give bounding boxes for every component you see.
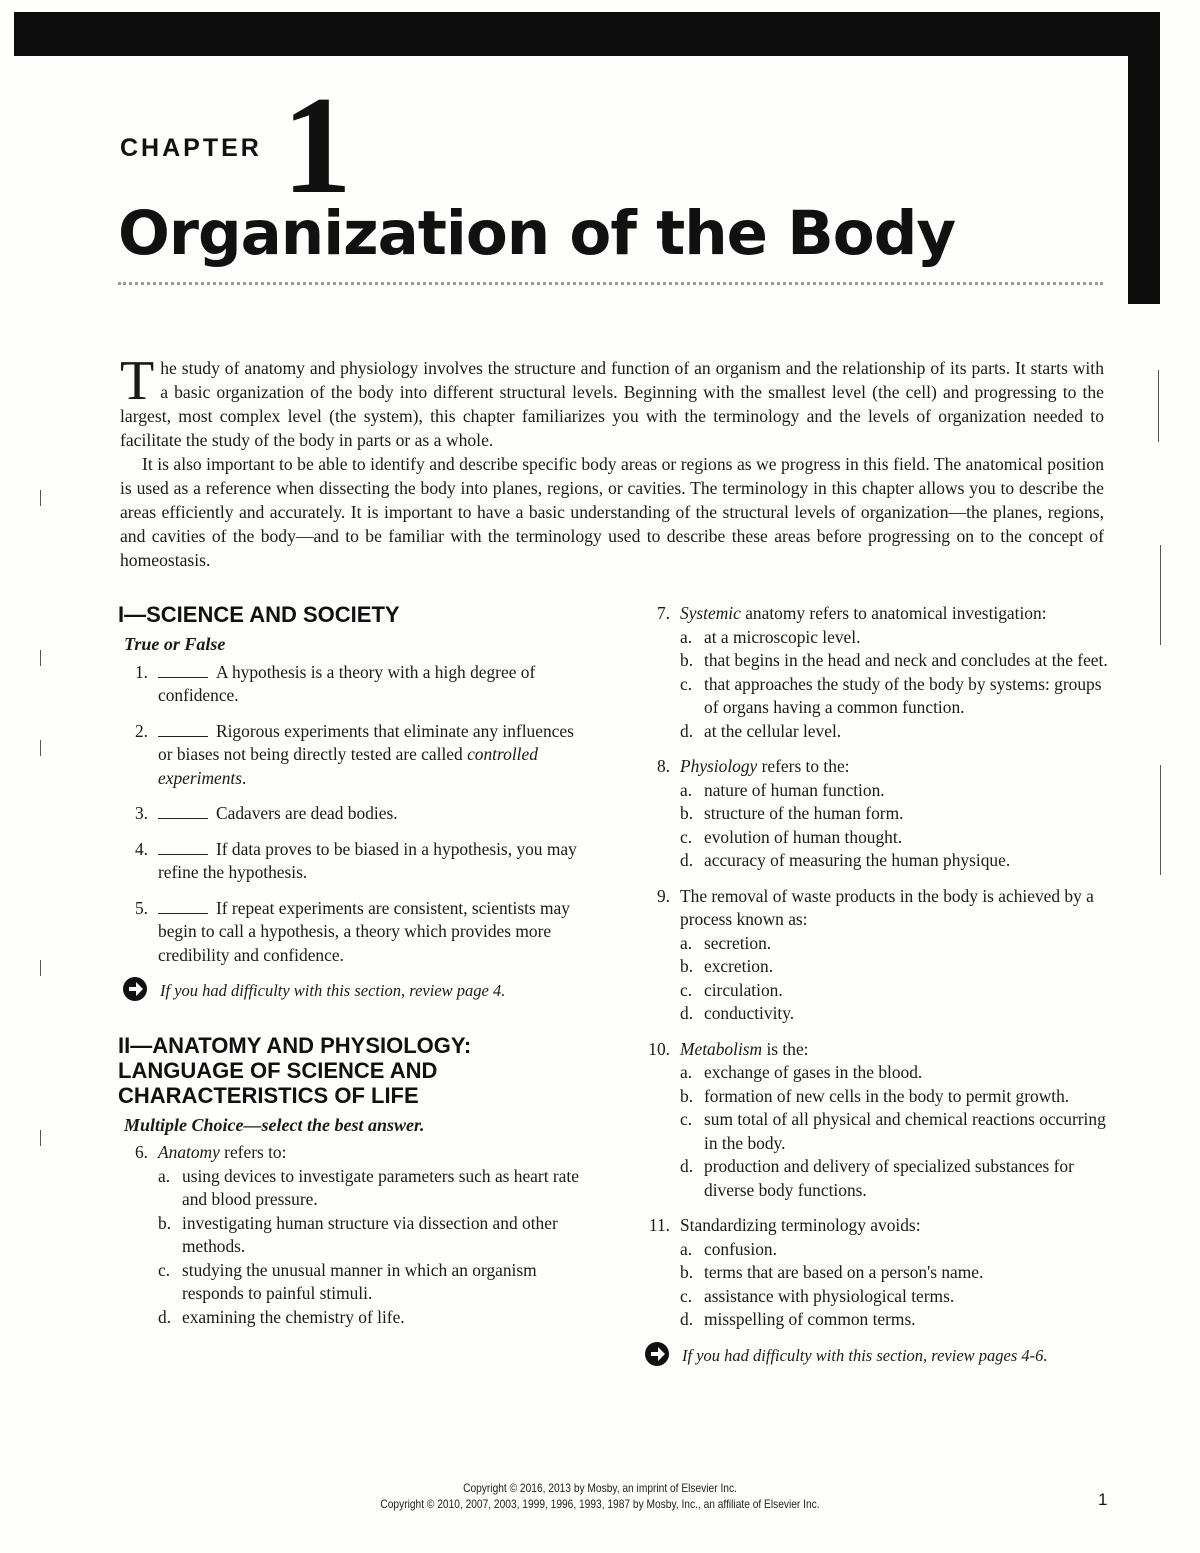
question-stem: Standardizing terminology avoids: (680, 1215, 921, 1235)
question-number: 4. (134, 838, 148, 859)
option-c[interactable] (680, 1108, 1110, 1155)
option-a[interactable] (680, 779, 1110, 803)
option-text: circulation. (704, 979, 783, 1000)
option-d[interactable] (680, 1308, 1110, 1332)
option-text: excretion. (704, 956, 774, 976)
answer-blank[interactable] (158, 840, 208, 855)
option-text: terms that are based on a person's name. (704, 1262, 984, 1282)
option-text: secretion. (704, 932, 772, 953)
question-text: Cadavers are dead bodies. (216, 803, 398, 823)
scan-mark (1158, 370, 1159, 442)
option-letter: c. (680, 673, 693, 694)
question-number: 3. (134, 803, 148, 823)
option-c[interactable] (680, 979, 1110, 1003)
question-stem: anatomy refers to anatomical investigation: (740, 603, 1047, 623)
option-text: investigating human structure via dissection and other methods. (182, 1212, 558, 1256)
option-letter: d. (680, 1156, 694, 1176)
option-letter: c. (680, 979, 693, 1000)
option-letter: d. (680, 1309, 694, 1329)
option-b[interactable] (680, 1085, 1110, 1109)
option-letter: c. (680, 1285, 693, 1306)
scan-mark (1160, 765, 1161, 875)
multiple-choice-subhead: Multiple Choice—select the best answer. (124, 1114, 425, 1135)
review-note-2 (644, 1344, 1110, 1368)
option-text: at a microscopic level. (704, 626, 861, 647)
question-number: 6. (134, 1142, 148, 1162)
option-letter: b. (680, 1262, 694, 1282)
option-text: exchange of gases in the blood. (704, 1062, 923, 1082)
question-stem: is the: (762, 1038, 809, 1059)
chapter-number: 1 (282, 68, 352, 223)
option-text: production and delivery of specialized substances for diverse body functions. (704, 1156, 1074, 1200)
section-heading-science: I—SCIENCE AND SOCIETY (118, 602, 400, 627)
option-letter: d. (680, 720, 694, 741)
option-letter: b. (680, 650, 694, 670)
option-letter: b. (680, 803, 694, 823)
option-c[interactable] (680, 1285, 1110, 1309)
question-emphasis: controlled experiments (158, 744, 538, 788)
option-text: formation of new cells in the body to permit growth. (704, 1085, 1070, 1106)
question-2 (118, 720, 583, 791)
option-text: misspelling of common terms. (704, 1309, 916, 1329)
scan-mark (40, 740, 41, 756)
question-number: 7. (656, 603, 670, 623)
intro-text (120, 350, 1104, 572)
chapter-label: CHAPTER (120, 134, 262, 162)
question-5 (118, 897, 583, 968)
option-letter: c. (680, 1109, 693, 1129)
arrow-right-icon (644, 1341, 670, 1367)
question-number: 2. (134, 720, 148, 741)
review-note-1 (122, 979, 583, 1003)
question-text: If data proves to be biased in a hypothesis, you may refine the hypothesis. (158, 838, 577, 882)
option-letter: b. (680, 956, 694, 976)
scan-mark (1160, 545, 1161, 645)
title-divider (118, 282, 1103, 285)
question-term: Systemic (680, 603, 741, 623)
question-1 (118, 661, 583, 708)
intro-paragraph-2: It is also important to be able to identify and describe specific body areas or regions as we progress in this field. The anatomical position is used as a reference when dissecting the body into planes, regions, or cavities. The terminology in this chapter allows you to describe the areas efficiently and accurately. It is important to have a basic understanding of the structural levels of organization—the planes, regions, and cavities of the body—and to be familiar with the terminology used to describe these areas before progressing on to the concept of homeostasis. (120, 454, 1104, 570)
option-letter: d. (680, 850, 694, 870)
option-a[interactable] (680, 626, 1110, 650)
option-d[interactable] (680, 1155, 1110, 1202)
question-6 (118, 1141, 583, 1329)
answer-blank[interactable] (158, 722, 208, 737)
option-text: conductivity. (704, 1003, 795, 1023)
option-a[interactable] (158, 1165, 583, 1212)
question-stem: refers to: (219, 1142, 287, 1162)
option-text: accuracy of measuring the human physique. (704, 850, 1011, 870)
left-column (118, 602, 583, 1341)
option-text: nature of human function. (704, 779, 885, 800)
option-text: assistance with physiological terms. (704, 1285, 955, 1306)
option-letter: a. (680, 932, 693, 953)
option-letter: b. (158, 1212, 172, 1233)
option-d[interactable] (680, 849, 1110, 873)
arrow-right-icon (122, 976, 148, 1002)
option-text: sum total of all physical and chemical reactions occurring in the body. (704, 1109, 1106, 1153)
question-11 (640, 1214, 1110, 1332)
review-note-text: If you had difficulty with this section, review pages 4-6. (682, 1345, 1048, 1365)
option-text: examining the chemistry of life. (182, 1306, 405, 1327)
answer-blank[interactable] (158, 899, 208, 914)
option-text: using devices to investigate parameters such as heart rate and blood pressure. (182, 1165, 579, 1209)
question-7 (640, 602, 1110, 743)
option-letter: a. (680, 779, 693, 800)
question-text: Rigorous experiments that eliminate any influences or biases not being directly tested are called (158, 720, 574, 764)
option-c[interactable] (680, 826, 1110, 850)
option-a[interactable] (680, 1238, 1110, 1262)
page-number: 1 (1098, 1490, 1108, 1509)
option-b[interactable] (680, 649, 1110, 673)
question-end: . (242, 767, 247, 788)
option-a[interactable] (680, 932, 1110, 956)
scan-mark (40, 960, 41, 976)
question-8 (640, 755, 1110, 873)
option-letter: a. (680, 626, 693, 647)
question-number: 1. (134, 661, 148, 682)
option-c[interactable] (680, 673, 1110, 720)
question-number: 8. (656, 756, 670, 776)
option-text: that approaches the study of the body by systems: groups of organs having a common function. (704, 673, 1102, 717)
option-d[interactable] (680, 1002, 1110, 1026)
question-9 (640, 885, 1110, 1026)
option-c[interactable] (158, 1259, 583, 1306)
copyright-footer (90, 1480, 1110, 1512)
option-b[interactable] (680, 955, 1110, 979)
option-text: confusion. (704, 1238, 777, 1259)
option-text: studying the unusual manner in which an organism responds to painful stimuli. (182, 1259, 537, 1303)
question-number: 9. (656, 885, 670, 906)
question-number: 11. (648, 1215, 670, 1235)
question-4 (118, 838, 583, 885)
option-letter: a. (680, 1238, 693, 1259)
option-b[interactable] (158, 1212, 583, 1259)
option-text: evolution of human thought. (704, 826, 903, 847)
option-b[interactable] (680, 1261, 1110, 1285)
question-text: If repeat experiments are consistent, scientists may begin to call a hypothesis, a theory which provides more credibility and confidence. (158, 897, 570, 965)
option-b[interactable] (680, 802, 1110, 826)
option-d[interactable] (158, 1306, 583, 1330)
option-letter: a. (158, 1165, 171, 1186)
question-term: Physiology (680, 756, 758, 776)
section-heading-anatomy: II—ANATOMY AND PHYSIOLOGY: LANGUAGE OF SCIENCE AND CHARACTERISTICS OF LIFE (118, 1032, 472, 1108)
option-letter: a. (680, 1062, 693, 1082)
question-text: A hypothesis is a theory with a high degree of confidence. (158, 661, 536, 705)
question-number: 5. (134, 897, 148, 918)
true-false-subhead: True or False (124, 634, 226, 654)
scan-mark (40, 1130, 41, 1146)
option-letter: d. (680, 1003, 694, 1023)
option-text: at the cellular level. (704, 720, 842, 741)
question-3 (118, 802, 583, 826)
option-a[interactable] (680, 1061, 1110, 1085)
question-stem: The removal of waste products in the body is achieved by a process known as: (680, 885, 1094, 929)
option-text: structure of the human form. (704, 803, 904, 823)
page-title: Organization of the Body (118, 198, 956, 269)
option-letter: c. (158, 1259, 171, 1280)
copyright-line-2: Copyright © 2010, 2007, 2003, 1999, 1996, 1993, 1987 by Mosby, Inc., an affiliate of Elsevier Inc. (380, 1497, 820, 1511)
question-number: 10. (648, 1038, 670, 1059)
intro-paragraph-1-text: he study of anatomy and physiology involves the structure and function of an organism and the relationship of its parts. It starts with a basic organization of the body into different structural levels. Beginning with the smallest level (the cell) and progressing to the largest, most complex level (the system), this chapter familiarizes you with the terminology and the levels of organization needed to facilitate the study of the body in parts or as a whole. (120, 358, 1104, 450)
intro-paragraph-1 (120, 350, 1104, 452)
answer-blank[interactable] (158, 663, 208, 678)
question-stem: refers to the: (757, 756, 850, 776)
drop-cap: T (120, 350, 155, 412)
copyright-line-1: Copyright © 2016, 2013 by Mosby, an imprint of Elsevier Inc. (463, 1481, 737, 1495)
scan-mark (40, 490, 41, 506)
option-letter: b. (680, 1085, 694, 1106)
option-d[interactable] (680, 720, 1110, 744)
question-term: Metabolism (680, 1038, 763, 1059)
scan-mark (40, 650, 41, 666)
option-letter: c. (680, 826, 693, 847)
answer-blank[interactable] (158, 804, 208, 819)
option-text: that begins in the head and neck and concludes at the feet. (704, 650, 1108, 670)
question-10 (640, 1038, 1110, 1203)
chapter-tab-bar (1128, 40, 1160, 304)
option-letter: d. (158, 1306, 172, 1327)
top-black-bar (14, 12, 1160, 56)
review-note-text: If you had difficulty with this section, review page 4. (160, 981, 506, 1000)
right-column (640, 602, 1110, 1397)
question-term: Anatomy (158, 1142, 220, 1162)
